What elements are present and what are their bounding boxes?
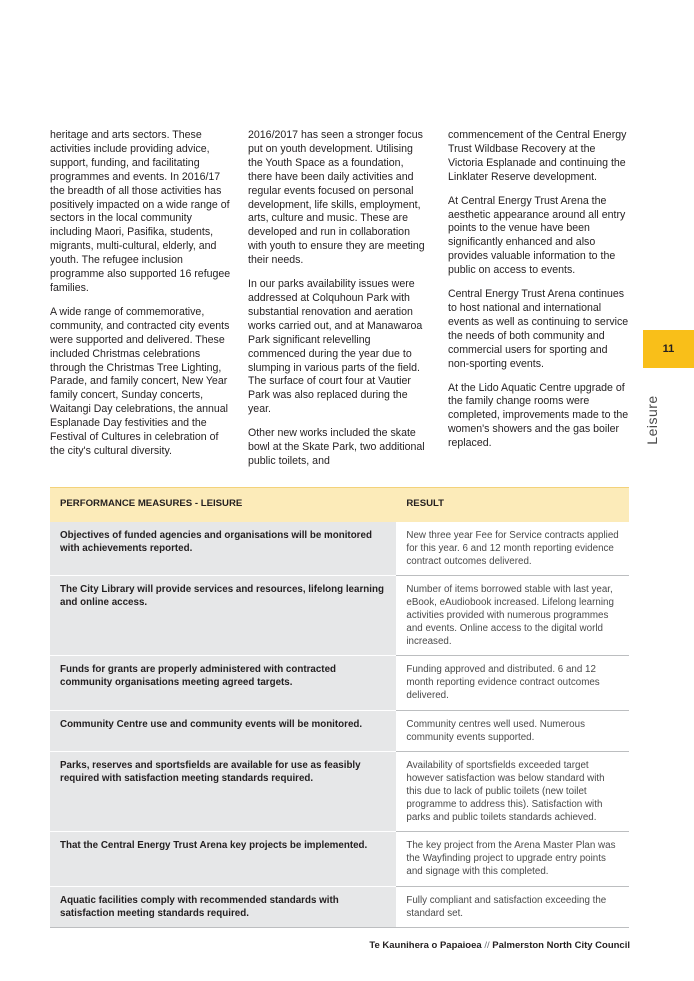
table-row (50, 710, 629, 752)
table-header-row (50, 488, 629, 523)
text-column-2 (248, 129, 429, 479)
performance-measures-table (50, 487, 629, 928)
text-column-3 (448, 129, 629, 461)
result-cell: Funding approved and distributed. 6 and 12 month reporting evidence contract outcomes delivered. (396, 656, 629, 710)
table-row (50, 832, 629, 886)
result-cell: New three year Fee for Service contracts applied for this year. 6 and 12 month reporting evidence contract outcomes delivered. (396, 522, 629, 576)
result-cell: The key project from the Arena Master Plan was the Wayfinding project to upgrade entry points and signage with this completed. (396, 832, 629, 886)
measure-cell: The City Library will provide services and resources, lifelong learning and online access. (50, 576, 396, 656)
paragraph: Other new works included the skate bowl at the Skate Park, two additional public toilets, and (248, 427, 425, 467)
paragraph: commencement of the Central Energy Trust Wildbase Recovery at the Victoria Esplanade and continuing the Linklater Reserve development. (448, 129, 627, 183)
paragraph: At the Lido Aquatic Centre upgrade of the family change rooms were completed, improvements made to the women's showers and the gas boiler replaced. (448, 381, 629, 450)
measure-cell: Aquatic facilities comply with recommended standards with satisfaction meeting standards required. (50, 886, 396, 928)
paragraph: At Central Energy Trust Arena the aesthetic appearance around all entry points to the venue have been significantly enhanced and also provides valuable information to the public on access to events. (448, 194, 626, 277)
paragraph: A wide range of commemorative, community, and contracted city events were supported and delivered. These included Christmas celebrations through the Christmas Tree Lighting, Parade, and family concert, New Year family concert, Sunday concerts, Waitangi Day celebrations, the annual Esplanade Day festivities and the Festival of Cultures in celebration of the city's cultural diversity. (50, 305, 230, 457)
text-column-1 (50, 129, 231, 469)
table-row (50, 752, 629, 832)
table-row (50, 656, 629, 710)
page-footer (369, 940, 630, 951)
column-header-result: RESULT (396, 488, 629, 523)
page-number-tab (643, 330, 694, 368)
result-cell: Availability of sportsfields exceeded target however satisfaction was below standard with this due to lack of public toilets (new toilet programme to address this). Satisfaction with parks and public toilets standards achieved. (396, 752, 629, 832)
paragraph: 2016/2017 has seen a stronger focus put on youth development. Utilising the Youth Space as a foundation, there have been daily activities and regular events focused on personal development, life skills, employment, arts, culture and music. These are developed and run in collaboration with youth to ensure they are meeting their needs. (248, 129, 425, 267)
section-label: Leisure (644, 395, 660, 445)
table-row (50, 576, 629, 656)
footer-separator: // (484, 940, 490, 951)
measure-cell: Objectives of funded agencies and organisations will be monitored with achievements reported. (50, 522, 396, 576)
result-cell: Community centres well used. Numerous community events supported. (396, 710, 629, 752)
measure-cell: Parks, reserves and sportsfields are available for use as feasibly required with satisfaction meeting standards required. (50, 752, 396, 832)
body-text-columns (50, 129, 630, 485)
paragraph: Central Energy Trust Arena continues to host national and international events as well as continuing to service the needs of both community and commercial users for sporting and non-sporting events. (448, 288, 629, 370)
paragraph: heritage and arts sectors. These activities include providing advice, support, funding, and facilitating programmes and events. In 2016/17 the breadth of all those activities has positively impacted on a wide range of sectors in the local community including Maori, Pasifika, students, migrants, multi-cultural, elderly, and youth. The refugee inclusion programme also supported 16 refugee families. (50, 129, 231, 294)
paragraph: In our parks availability issues were addressed at Colquhoun Park with substantial renovation and aeration works carried out, and at Manawaroa Park significant relevelling commenced during the year due to slumping in various parts of the field. The surface of court four at Vautier Park was also replaced during the year. (248, 278, 423, 416)
page-number: 11 (662, 343, 675, 355)
table-row (50, 886, 629, 928)
measure-cell: That the Central Energy Trust Arena key projects be implemented. (50, 832, 396, 886)
measure-cell: Community Centre use and community events will be monitored. (50, 710, 396, 752)
table-row (50, 522, 629, 576)
footer-council-name: Palmerston North City Council (492, 940, 630, 951)
measure-cell: Funds for grants are properly administered with contracted community organisations meeting agreed targets. (50, 656, 396, 710)
result-cell: Number of items borrowed stable with last year, eBook, eAudiobook increased. Lifelong learning activities provided with numerous programmes and events. Online access to the digital world increased. (396, 576, 629, 656)
footer-org-name: Te Kaunihera o Papaioea (369, 940, 482, 951)
column-header-measures: PERFORMANCE MEASURES - LEISURE (50, 488, 396, 523)
result-cell: Fully compliant and satisfaction exceeding the standard set. (396, 886, 629, 928)
